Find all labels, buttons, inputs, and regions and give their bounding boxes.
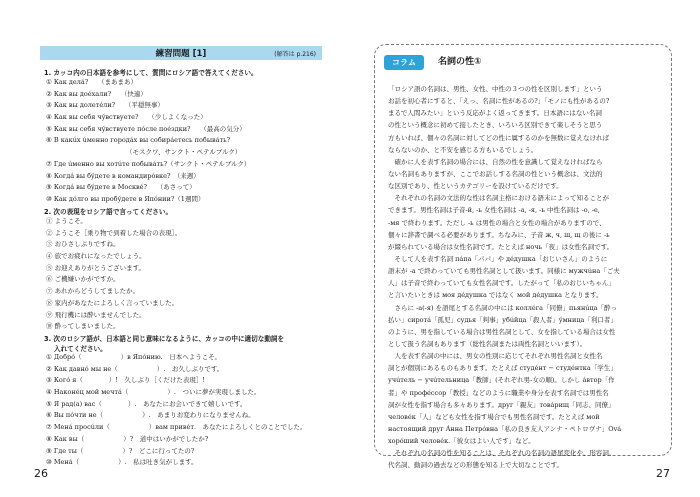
column-text-line: それぞれの名詞の性を知ることは、それぞれの名詞の語尾変化や、形容詞、 xyxy=(388,449,616,458)
list-item: ⑤ お迎えありがとうございます。 xyxy=(46,263,146,272)
list-item: ⑧ Как вы（ ）? 道中はいかがでしたか? xyxy=(46,434,209,443)
column-text-line: 払い」сиротá「孤児」судья「判事」убúйца「殺人者」ýмница「利口者」 xyxy=(388,315,617,324)
list-item: ⑨ Где ты（ ）? どこに行ってたの? xyxy=(46,446,195,455)
column-text-line: それぞれの名詞の文法的な性は名詞主格における語末によって知ることが xyxy=(388,194,609,203)
list-item-continuation: （モスクワ、サンクト・ペテルブルク） xyxy=(126,148,242,157)
column-text-line: учúтель − учúтельница「教師」(それぞれ男-女の順)。しかし áвтор「作 xyxy=(388,376,615,385)
column-tag: コラム xyxy=(384,55,424,70)
list-item: ③ Когó я（ ）! 久しぶり［くだけた表現］! xyxy=(46,376,206,385)
page-number-left: 26 xyxy=(34,467,48,480)
column-text-line: ない名詞もありますが、ここでお話しする名詞の性という概念は、文法的 xyxy=(388,169,603,178)
list-item: ⑥ Вы пóчти не（ ）. あまりお変わりになりませんね。 xyxy=(46,411,255,420)
list-item: ⑤ Как вы себя чýвствуете пóсле поéздки? （最高の気分） xyxy=(46,124,246,133)
list-item: ⑩ Как дóлго вы пробýдете в Япóнии?（1週間） xyxy=(46,194,205,203)
list-item: ⑩ Менá（ ）. 私は吐き気がします。 xyxy=(46,458,198,467)
column-text-line: 確かに人を表す名詞の場合には、自然の性を意識して覚えなければなら xyxy=(388,157,603,166)
column-text-line: человéк「人」なども女性を指す場合でも男性名詞です。たとえば мой xyxy=(388,412,600,421)
list-item: ⑧ 家内があなたによろしく言っていました。 xyxy=(46,298,179,307)
column-text-line: 人を表す名詞の中には、男女の性別に応じてそれぞれ男性名詞と女性名 xyxy=(388,352,603,361)
list-item: ⑤ Я рад(а) вас（ ）. あなたにお会いできて嬉しいです。 xyxy=(46,399,247,408)
question-1-list xyxy=(46,77,250,206)
right-page xyxy=(350,0,700,497)
list-item: ⑦ Менá просúли（ ）вам привéт. あなたによろしくとのことでした。 xyxy=(46,423,307,432)
column-text-line: 語末が -а で終わっていても男性名詞として扱います。同様に мужчúна「ご夫 xyxy=(388,267,620,276)
list-item: ⑦ Где úменно вы хотúте побывáть?（サンクト・ペテルブルク） xyxy=(46,159,251,168)
column-text-line: と言いたいときは моя дéдушка ではなく мой дéдушка となります。 xyxy=(388,291,603,300)
list-item: ② Как давнó мы не（ ）. お久しぶりです。 xyxy=(46,364,224,373)
column-text-line: のように、男を指している場合は男性名詞として、女を指している場合は女性 xyxy=(388,327,616,336)
list-item: ① ようこそ。 xyxy=(46,217,87,225)
list-item: ① Добрó（ ）в Япóнию. 日本へようこそ。 xyxy=(46,353,222,361)
column-title: 名詞の性① xyxy=(438,57,482,67)
question-1-title: 1. カッコ内の日本語を参考にして、質問にロシア語で答えてください。 xyxy=(44,69,258,77)
column-text-line: 詞が女性を指す場合も多々あります。друг「親友」товáрищ「同志、同僚」 xyxy=(388,400,615,409)
column-text-line: ならないのか、と不安を感じる方もいるでしょう。 xyxy=(388,145,538,154)
column-text-line: として扱う名詞もあります（総性名詞または両性名詞といいます）。 xyxy=(388,339,587,348)
list-item: ③ Как вы долетéли? （平穏無事） xyxy=(46,101,164,110)
list-item: ② Как вы доéхали? （快適） xyxy=(46,89,147,98)
list-item: ① Как делá? （まあまあ） xyxy=(46,78,138,86)
column-text-line: -мя で終わります。ただし -ь は男性の場合と女性の場合がありますので、 xyxy=(388,218,606,227)
list-item: ⑨ 飛行機には酔いませんでした。 xyxy=(46,310,146,319)
column-text-line: 人」は子音で終わっていても女性名詞です。したがって「私のおじいちゃん」 xyxy=(388,279,615,288)
exercise-header xyxy=(40,46,322,60)
column-text-line: が綴られている場合は女性名詞です。たとえば ночь「夜」は女性名詞です。 xyxy=(388,242,614,251)
question-2-title: 2. 次の表現をロシア語で言ってください。 xyxy=(44,208,173,216)
column-text-line: 「ロシア語の名詞は、男性、女性、中性の３つの性を区別します」という xyxy=(388,85,603,93)
question-2-list xyxy=(46,216,181,333)
question-3-title: 3. 次のロシア語が、日本語と同じ意味になるように、カッコの中に適切な動詞を xyxy=(44,335,285,343)
list-item: ④ 旅でお疲れになったでしょう。 xyxy=(46,252,146,261)
column-text-line: хорóший человéк.「彼女はよい人です」など。 xyxy=(388,437,535,446)
list-item: ⑨ Когдá вы бýдете в Москвé? （あさって） xyxy=(46,183,196,192)
column-text-line: さらに -а(-я) を語尾とする名詞の中には коллéга「同僚」пьянúца「酔っ xyxy=(388,303,618,312)
list-item: ② ようこそ［乗り物で到着した場合の表現］。 xyxy=(46,228,182,237)
question-3-title-cont: 入れてください。 xyxy=(54,345,107,353)
column-text-line: настоящий друг Áнна Петрóвна「私の良き友人アンナ・ペトロヴナ」Ová xyxy=(388,424,622,433)
column-text-line: 方もいれば、個々の名詞に対してどの性に属するのかを無数に覚えなければ xyxy=(388,133,609,142)
list-item: ③ おひさしぶりですね。 xyxy=(46,240,120,249)
column-text-line: そして人を表す名詞 пáпа「パパ」や дéдушка「おじいさん」のように xyxy=(388,254,608,263)
column-text-line: 代名詞、動詞の過去などの形態を知る上で大切なことです。 xyxy=(388,461,563,470)
column-text-line: な区別であり、性というカテゴリーを設けているだけです。 xyxy=(388,182,563,191)
column-body xyxy=(388,83,658,472)
page-number-right: 27 xyxy=(656,467,670,480)
list-item: ⑩ 酔ってしまいました。 xyxy=(46,322,120,331)
column-text-line: の性という概念に初めて接したとき、いろいろ区別できて楽しそうと思う xyxy=(388,121,603,130)
column-text-line: お話を初心者にすると、「えっ、名詞に性があるの?」「モノにも性があるの? xyxy=(388,97,610,106)
column-text-line: 者」や профéссор「教授」などのように職業や身分を表す名詞では男性名 xyxy=(388,388,609,397)
list-item: ④ Как вы себя чýвствуете? （少しよくなった） xyxy=(46,113,207,122)
list-item: ⑥ ご機嫌いかがですか。 xyxy=(46,275,120,284)
exercise-title: 練習問題 [1] xyxy=(155,49,207,59)
column-text-line: 個々に辞書で調べる必要があります。ちなみに、子音 ж, ч, ш, щ の後に -ь xyxy=(388,230,610,239)
column-text-line: まるで人間みたい」という反応がよく返ってきます。日本語にはない名詞 xyxy=(388,109,602,118)
column-text-line: 詞とが個別にあるものもあります。たとえば студéнт − студéнтка「学生」 xyxy=(388,364,617,373)
list-item: ⑧ Когдá вы бýдете в командирóвке? （来週） xyxy=(46,171,200,180)
column-text-line: できます。男性名詞は子音-й, -ь 女性名詞は -а, -я, -ь 中性名詞は -о, -е, xyxy=(388,206,600,215)
list-item: ⑦ あれからどうしてましたか。 xyxy=(46,287,140,296)
answer-reference: (解答は p.216) xyxy=(274,50,316,58)
question-3-list xyxy=(46,352,307,469)
list-item: ④ Наконéц мой мечтá（ ）. ついに夢が実現しました。 xyxy=(46,388,261,397)
list-item: ⑥ В какúх úменно горoдáх вы собирáетесь побывáть? xyxy=(46,136,231,145)
